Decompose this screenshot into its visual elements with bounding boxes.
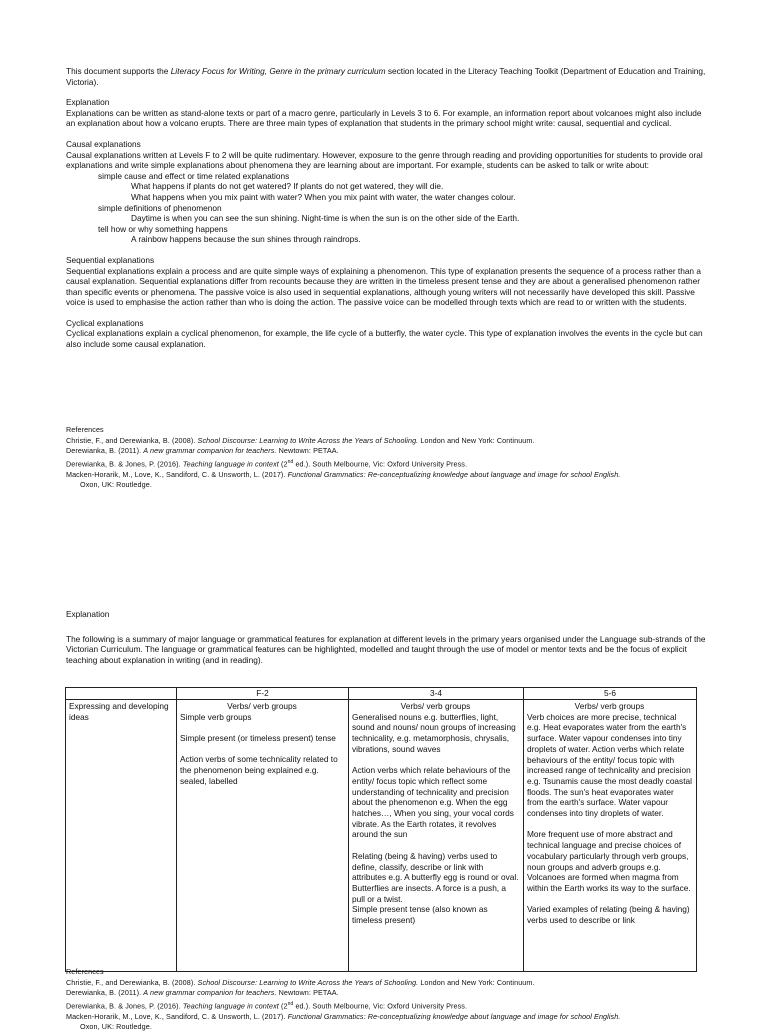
table-header-cell: 3-4	[349, 688, 524, 700]
causal-heading: Causal explanations	[66, 138, 141, 149]
cyclical-heading: Cyclical explanations	[66, 317, 144, 328]
references-heading: References	[66, 967, 104, 976]
table-row	[66, 700, 697, 972]
page2-heading: Explanation	[66, 609, 110, 619]
table-header-cell: F-2	[177, 688, 349, 700]
table-header-row	[66, 688, 697, 700]
page1-body	[66, 66, 706, 350]
causal-example: A rainbow happens because the sun shines through raindrops.	[131, 234, 361, 245]
intro-prefix: This document supports the	[66, 66, 171, 76]
table-cell-34: Verbs/ verb groups Generalised nouns e.g. butterflies, light, sound and nouns/ noun groups of increasing technicality, e.g. metamorphosis, chrysalis, vibrations, sound waves Action verbs which relate behaviours of the entity/ focus topic which reflect some understanding of technicality and precision about the phenomenon e.g. When the egg hatches…, When you sing, your vocal cords vibrate. As the Earth rotates, it revolves around the sun Relating (being & having) verbs used to define, classify, describe or link with attributes e.g. A butterfly egg is round or oval. Butterflies are insects. A force is a push, a pull or a twist. Simple present tense (also known as timeless present)	[349, 700, 524, 972]
sequential-text: Sequential explanations explain a process and are quite simple ways of explaining a phenomenon. This type of explanation presents the sequence of a process rather than a causal explanation. Sequential explanations differ from recounts because they are written in the timeless present tense and they are about a generalised phenomenon rather than specific events or phenomena. The passive voice is also used in sequential explanations, although young writers will not necessarily have developed this skill. Passive voice is used to emphasise the action rather than who is doing the action. The passive voice can be modelled through texts which are read to or written with the students.	[66, 265, 701, 308]
causal-text: Causal explanations written at Levels F to 2 will be quite rudimentary. However, exposure to the genre through reading and providing opportunities for students to provide oral explanations and write simple explanations about phenomena they are learning about are important. For example, students can be asked to talk or write about:	[66, 149, 703, 171]
reference-entry-continued: Oxon, UK: Routledge.	[80, 480, 152, 490]
references-heading: References	[66, 425, 104, 434]
explanation-text: Explanations can be written as stand-alone texts or part of a macro genre, particularly in Levels 3 to 6. For example, an information report about volcanoes might also include an explanation about how a volcano erupts. There are three main types of explanation that students in the primary school might write: causal, sequential and cyclical.	[66, 107, 702, 129]
references-block-2	[66, 967, 716, 1033]
page2-body	[66, 609, 706, 665]
row-label: Expressing and developing ideas	[66, 700, 177, 972]
explanation-heading: Explanation	[66, 97, 110, 108]
causal-example: Daytime is when you can see the sun shining. Night-time is when the sun is on the other side of the Earth.	[131, 213, 520, 224]
intro-italic: Literacy Focus for Writing, Genre in the primary curriculum	[170, 66, 386, 76]
causal-item: tell how or why something happens	[98, 223, 228, 234]
intro-suffix: section located in the Literacy Teaching Toolkit (Department of Education and Training, Victoria).	[66, 66, 706, 87]
language-features-table	[65, 687, 697, 972]
reference-entry-continued: Oxon, UK: Routledge.	[80, 1022, 152, 1032]
reference-entry: Christie, F., and Derewianka, B. (2008). School Discourse: Learning to Write Across the Years of Schooling. London and New York: Continuum.	[66, 435, 535, 445]
reference-entry: Derewianka, B. (2011). A new grammar companion for teachers. Newtown: PETAA.	[66, 446, 339, 456]
reference-entry: Derewianka, B. & Jones, P. (2016). Teaching language in context (2nd ed.). South Melbourne, Vic: Oxford University Press.	[66, 1000, 468, 1011]
cyclical-text: Cyclical explanations explain a cyclical phenomenon, for example, the life cycle of a butterfly, the water cycle. This type of explanation involves the events in the cycle but can also include some causal explanation.	[66, 328, 703, 350]
causal-example: What happens if plants do not get watered? If plants do not get watered, they will die.	[131, 181, 444, 192]
reference-entry: Christie, F., and Derewianka, B. (2008). School Discourse: Learning to Write Across the Years of Schooling. London and New York: Continuum.	[66, 977, 535, 987]
table-cell-f2: Verbs/ verb groups Simple verb groups Simple present (or timeless present) tense Action verbs of some technicality related to the phenomenon being explained e.g. sealed, labelled	[177, 700, 349, 972]
reference-entry: Derewianka, B. (2011). A new grammar companion for teachers. Newtown: PETAA.	[66, 988, 339, 998]
reference-entry: Macken-Horarik, M., Love, K., Sandiford, C. & Unsworth, L. (2017). Functional Grammatics: Re-conceptualizing knowledge about language and image for school English.	[66, 1011, 621, 1021]
causal-item: simple definitions of phenomenon	[98, 202, 222, 213]
table-header-cell	[66, 688, 177, 700]
page2-intro-text: The following is a summary of major language or grammatical features for explanation at different levels in the primary years organised under the Language sub-strands of the Victorian Curriculum. The language or grammatical features can be highlighted, modelled and taught through the use of model or mentor texts and be the focus of explicit teaching about explanation in writing (and in reading).	[66, 633, 706, 665]
reference-entry: Derewianka, B. & Jones, P. (2016). Teaching language in context (2nd ed.). South Melbourne, Vic: Oxford University Press.	[66, 458, 468, 469]
intro-paragraph	[66, 66, 706, 87]
table-header-cell: 5-6	[524, 688, 697, 700]
reference-entry: Macken-Horarik, M., Love, K., Sandiford, C. & Unsworth, L. (2017). Functional Grammatics: Re-conceptualizing knowledge about language and image for school English.	[66, 469, 621, 479]
causal-item: simple cause and effect or time related explanations	[98, 170, 290, 181]
sequential-heading: Sequential explanations	[66, 254, 155, 265]
causal-example: What happens when you mix paint with water? When you mix paint with water, the water changes colour.	[131, 191, 516, 202]
references-block	[66, 425, 706, 491]
table-cell-56: Verbs/ verb groups Verb choices are more precise, technical e.g. Heat evaporates water from the earth's surface. Water vapour condenses into tiny droplets of water. Action verbs which relate behaviours of the entity/ focus topic with increased range of technicality and precision e.g. Tsunamis cause the most deadly coastal floods. The sun's heat evaporates water from the earth's surface. Water vapour condenses into tiny droplets of water. More frequent use of more abstract and technical language and precise choices of vocabulary particularly through verb groups, noun groups and adverb groups e.g. Volcanoes are formed when magma from within the Earth works its way to the surface. Varied examples of relating (being & having) verbs used to describe or link	[524, 700, 697, 972]
